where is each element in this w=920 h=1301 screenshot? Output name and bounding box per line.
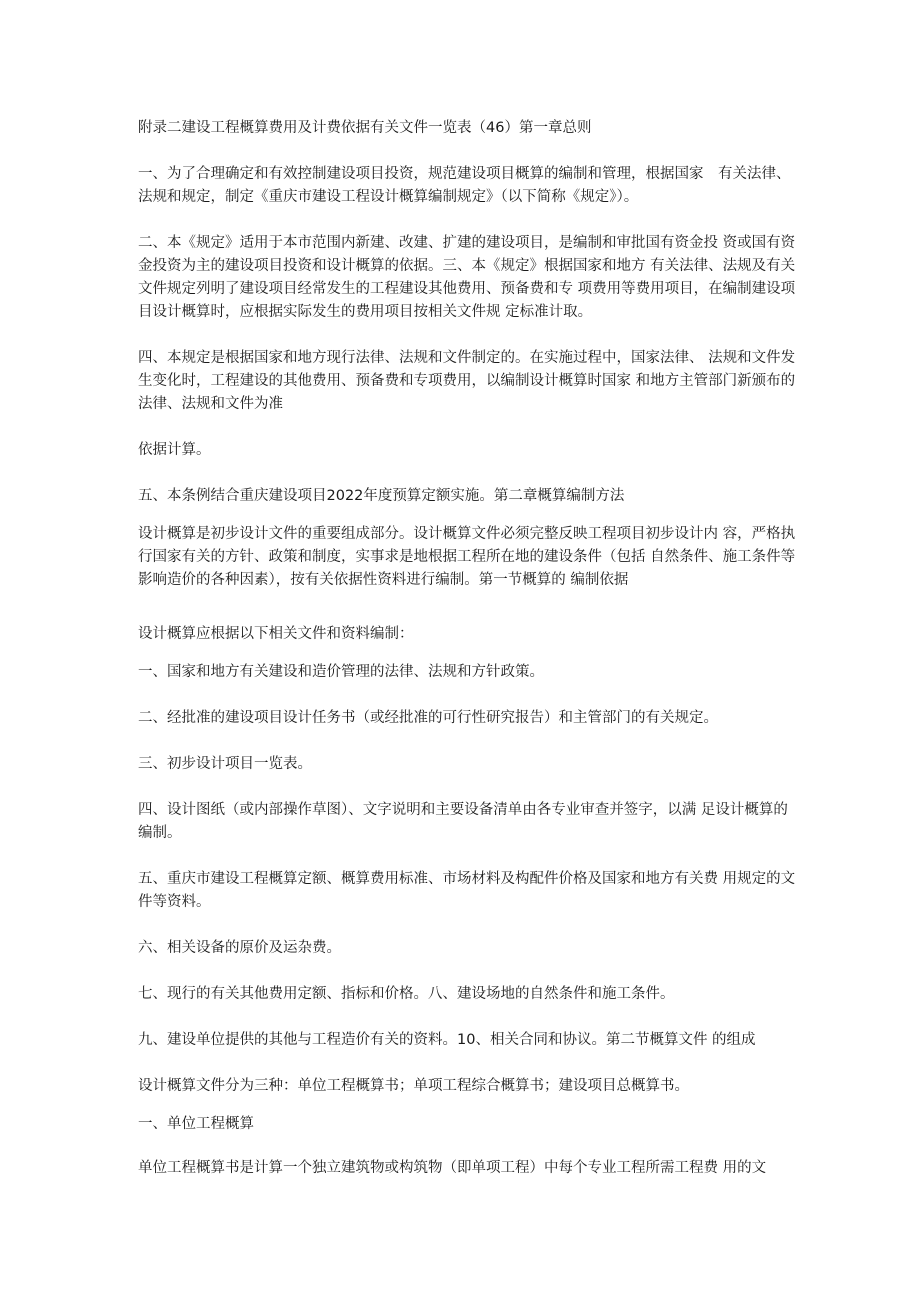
paragraph: 五、本条例结合重庆建设项目2022年度预算定额实施。第二章概算编制方法	[138, 488, 625, 504]
list-item: 一、国家和地方有关建设和造价管理的法律、法规和方针政策。	[138, 664, 544, 680]
paragraph: 单位工程概算书是计算一个独立建筑物或构筑物（即单项工程）中每个专业工程所需工程费 用的文	[138, 1160, 767, 1176]
list-item: 四、设计图纸（或内部操作草图）、文字说明和主要设备清单由各专业审查并签字，以满 足设计概算的编制。	[138, 802, 788, 841]
paragraph: 一、为了合理确定和有效控制建设项目投资，规范建设项目概算的编制和管理，根据国家 有关法律、法规和规定，制定《重庆市建设工程设计概算编制规定》（以下简称《规定》）。	[138, 166, 791, 205]
list-item: 五、重庆市建设工程概算定额、概算费用标准、市场材料及构配件价格及国家和地方有关费 用规定的文件等资料。	[138, 871, 796, 910]
list-item: 七、现行的有关其他费用定额、指标和价格。八、建设场地的自然条件和施工条件。	[138, 986, 675, 1002]
paragraph: 设计概算是初步设计文件的重要组成部分。设计概算文件必须完整反映工程项目初步设计内 容，严格执行国家有关的方针、政策和制度，实事求是地根据工程所在地的建设条件（包括 自然条件、施工条件等影响造价的各种因素），按有关依据性资料进行编制。第一节概算的 编制依据	[138, 526, 796, 588]
section-heading: 一、单位工程概算	[138, 1116, 254, 1132]
paragraph: 二、本《规定》适用于本市范围内新建、改建、扩建的建设项目，是编制和审批国有资金投 资或国有资金投资为主的建设项目投资和设计概算的依据。三、本《规定》根据国家和地方 有关法律、法规及有关文件规定列明了建设项目经常发生的工程建设其他费用、预备费和专 项费用等费用项目，在编制建设项目设计概算时，应根据实际发生的费用项目按相关文件规 定标准计取。	[138, 235, 796, 320]
paragraph: 设计概算应根据以下相关文件和资料编制：	[138, 626, 414, 642]
paragraph: 四、本规定是根据国家和地方现行法律、法规和文件制定的。在实施过程中，国家法律、 法规和文件发生变化时，工程建设的其他费用、预备费和专项费用，以编制设计概算时国家 和地方主管部门新颁布的法律、法规和文件为准	[138, 350, 796, 412]
heading-paragraph: 附录二建设工程概算费用及计费依据有关文件一览表（46）第一章总则	[138, 120, 592, 136]
paragraph: 依据计算。	[138, 442, 211, 458]
paragraph: 设计概算文件分为三种：单位工程概算书；单项工程综合概算书；建设项目总概算书。	[138, 1078, 689, 1094]
list-item: 二、经批准的建设项目设计任务书（或经批准的可行性研究报告）和主管部门的有关规定。	[138, 710, 718, 726]
list-item: 九、建设单位提供的其他与工程造价有关的资料。10、相关合同和协议。第二节概算文件 的组成	[138, 1032, 756, 1048]
list-item: 三、初步设计项目一览表。	[138, 756, 312, 772]
list-item: 六、相关设备的原价及运杂费。	[138, 940, 341, 956]
